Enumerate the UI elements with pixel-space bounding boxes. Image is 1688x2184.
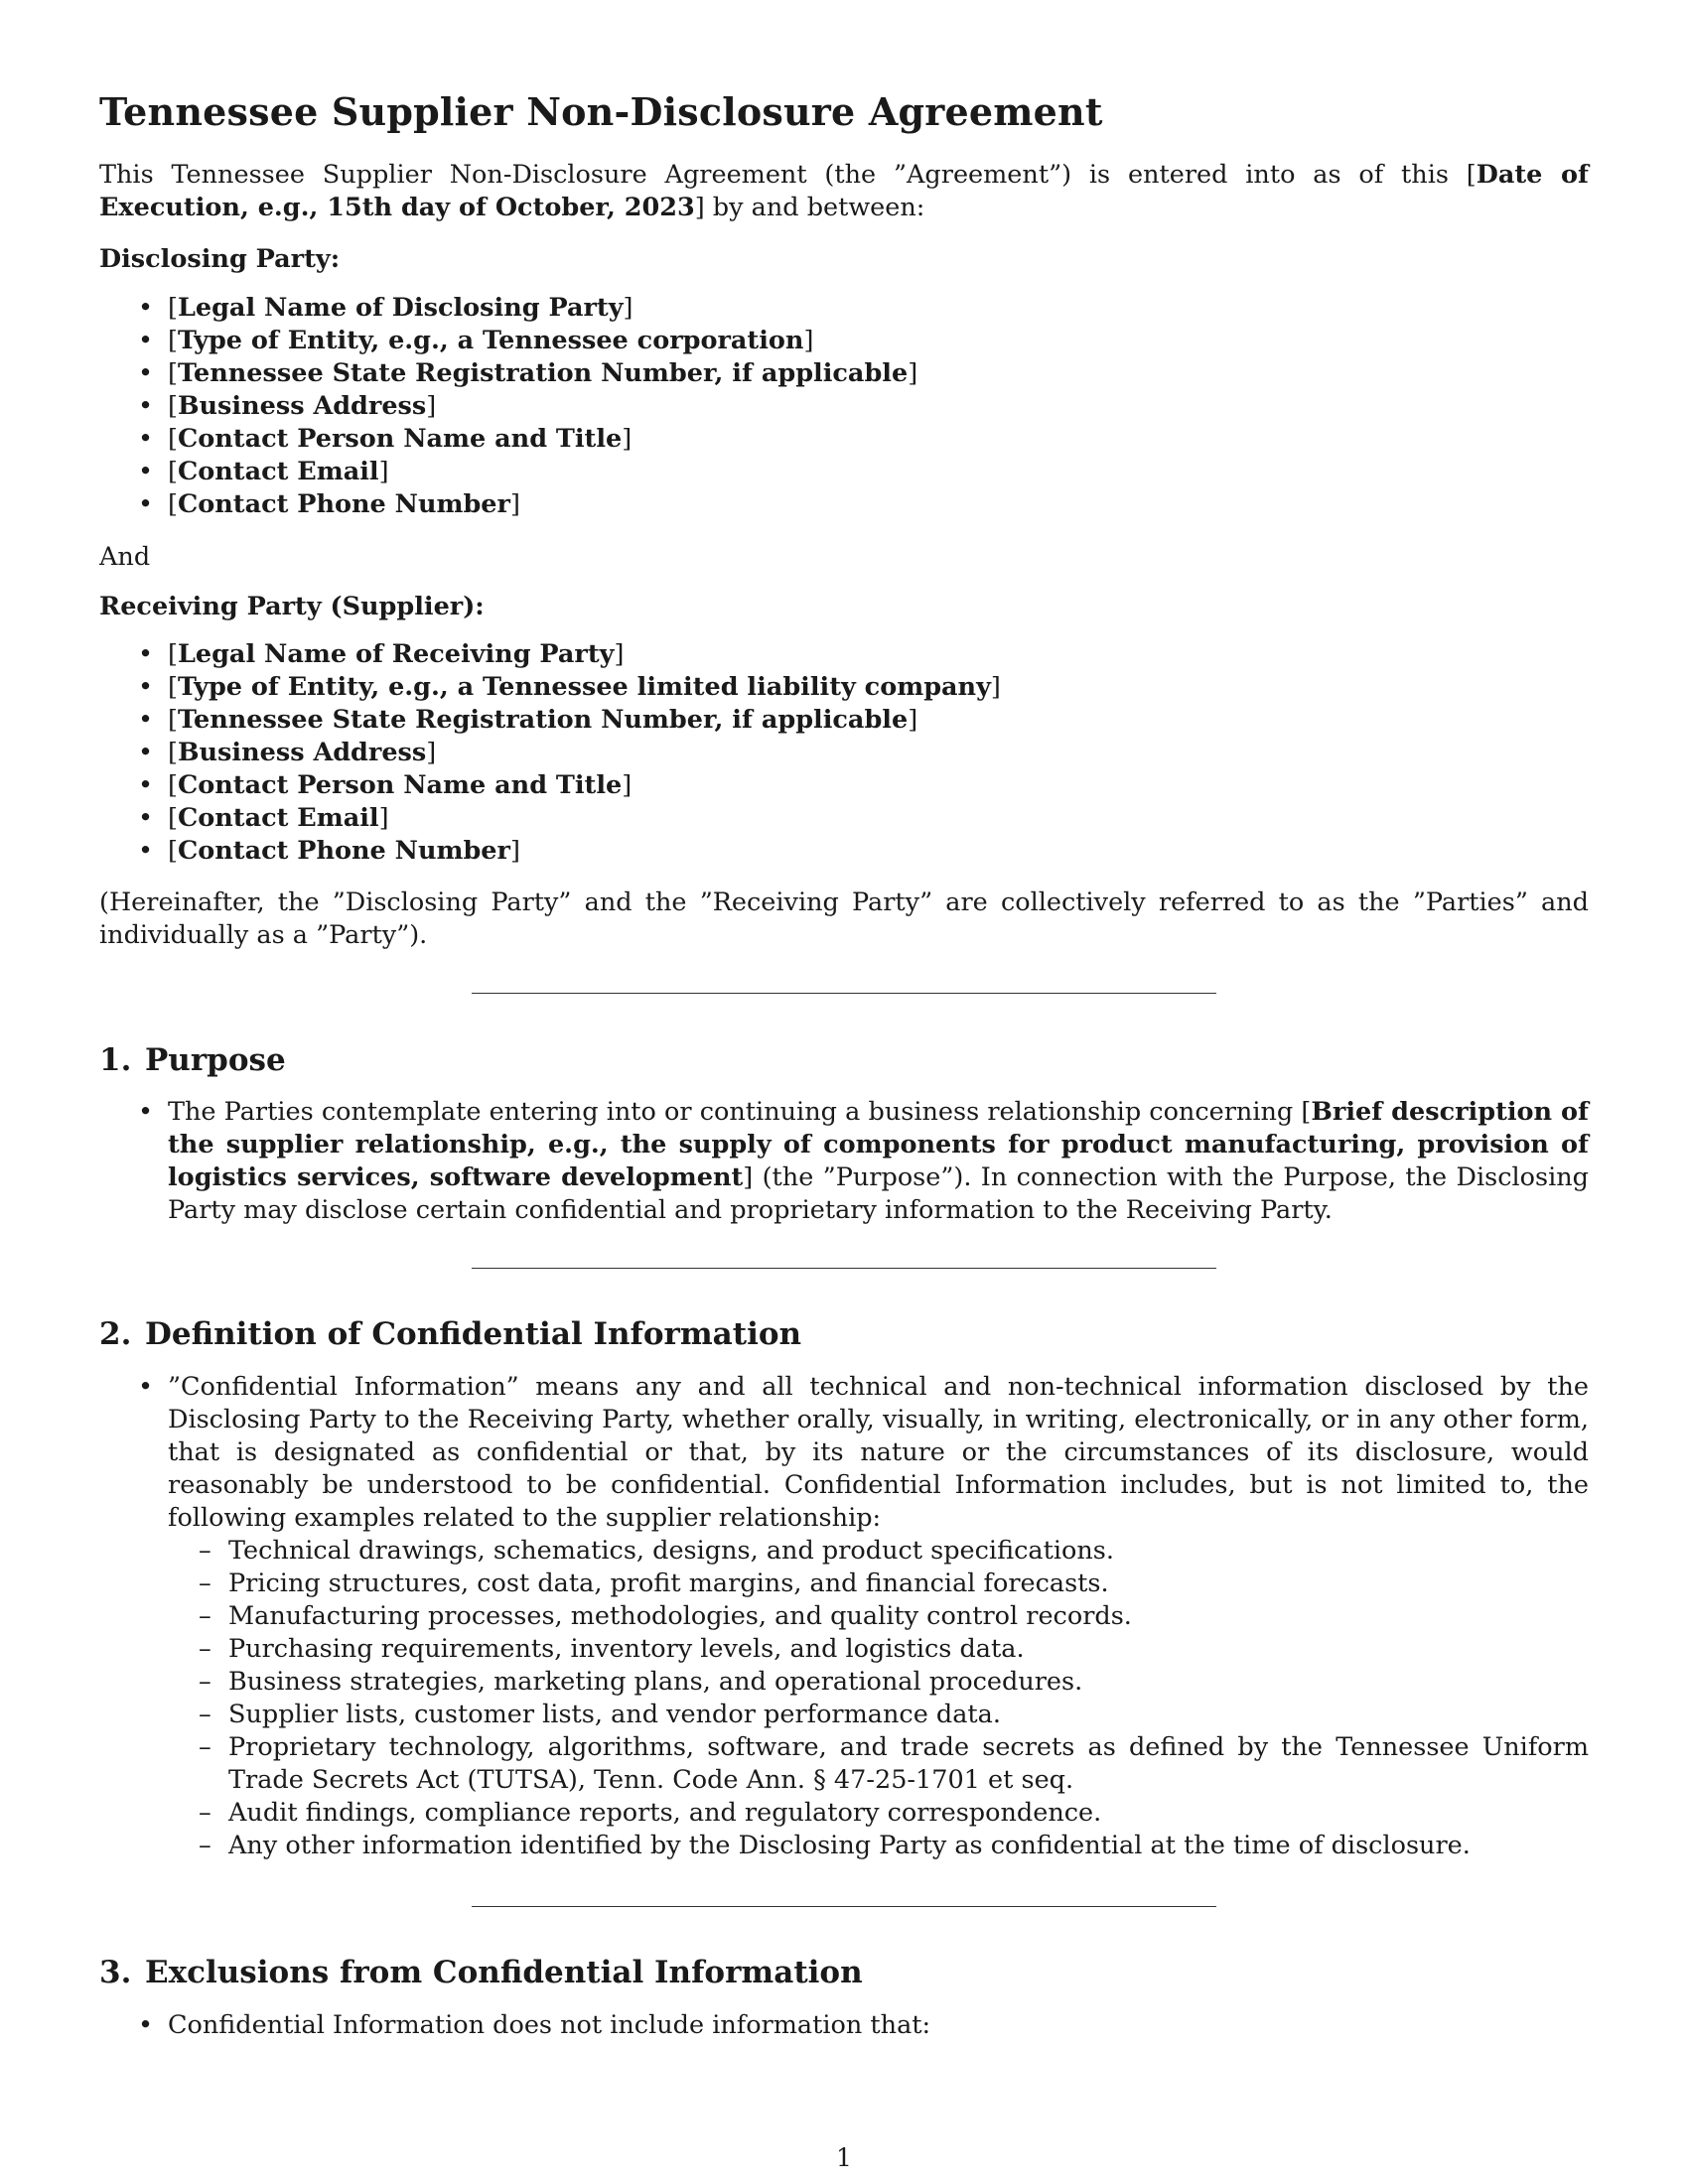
and-separator <box>99 541 1589 574</box>
receiving-item-registration: Tennessee State Registration Number, if applicable <box>177 705 909 735</box>
receiving-item-contact-person: Contact Person Name and Title <box>177 770 623 800</box>
disclosing-item-entity-type: Type of Entity, e.g., a Tennessee corporation <box>177 326 804 355</box>
disclosing-item-contact-phone: Contact Phone Number <box>177 489 510 519</box>
list-item: • [Tennessee State Registration Number, if applicable] <box>99 704 1589 737</box>
list-item: • [Legal Name of Receiving Party] <box>99 638 1589 671</box>
section-2-body <box>99 1371 1589 1862</box>
list-item: • [Contact Phone Number] <box>99 488 1589 521</box>
purpose-text-pre: The Parties contemplate entering into or continuing a business relationship concerning [ <box>168 1097 1312 1127</box>
section-2-number: 2. <box>99 1316 132 1352</box>
receiving-heading-text: Receiving Party (Supplier): <box>99 592 485 621</box>
receiving-item-contact-phone: Contact Phone Number <box>177 836 510 866</box>
section-1-number: 1. <box>99 1042 132 1078</box>
section-divider <box>472 1268 1216 1269</box>
intro-text-post: ] by and between: <box>694 193 925 222</box>
purpose-text-post: ] (the ”Purpose”). In connection with the Purpose, the Disclosing Party may disclose certain confidential and proprietary information to the Receiving Party. <box>168 1162 1589 1225</box>
document-page <box>99 0 1589 2184</box>
disclosing-party-heading <box>99 243 1589 276</box>
list-item: • [Legal Name of Disclosing Party] <box>99 292 1589 325</box>
list-item: • [Contact Person Name and Title] <box>99 769 1589 802</box>
receiving-item-address: Business Address <box>177 738 427 767</box>
section-divider <box>472 1906 1216 1907</box>
confidential-examples-list <box>99 1535 1589 1862</box>
section-2-heading <box>99 1314 801 1354</box>
section-1-heading <box>99 1040 286 1080</box>
exclusions-text: Confidential Information does not include information that: <box>168 2010 931 2040</box>
disclosing-party-list <box>99 292 1589 521</box>
list-item: • [Contact Person Name and Title] <box>99 423 1589 456</box>
list-item <box>99 1096 1589 1227</box>
definition-text: ”Confidential Information” means any and all technical and non-technical information disclosed by the Disclosing Party to the Receiving Party, whether orally, visually, in writing, electronically, or in any other form, that is designated as confidential or that, by its nature or the circumstances of its disclosure, would reasonably be understood to be confidential. Confidential Information includes, but is not limited to, the following examples related to the supplier relationship: <box>168 1372 1589 1533</box>
section-3-heading <box>99 1953 863 1992</box>
list-item: – Purchasing requirements, inventory levels, and logistics data. <box>99 1633 1589 1666</box>
disclosing-item-address: Business Address <box>177 391 427 421</box>
hereinafter-text: (Hereinafter, the ”Disclosing Party” and the ”Receiving Party” are collectively referred to as the ”Parties” and individually as a ”Party”). <box>99 887 1589 950</box>
list-item: – Manufacturing processes, methodologies, and quality control records. <box>99 1600 1589 1633</box>
intro-paragraph <box>99 159 1589 224</box>
section-3-number: 3. <box>99 1955 132 1990</box>
receiving-party-heading <box>99 591 1589 623</box>
receiving-item-contact-email: Contact Email <box>177 803 379 833</box>
list-item: • [Type of Entity, e.g., a Tennessee corporation] <box>99 325 1589 357</box>
section-1-body <box>99 1096 1589 1227</box>
list-item: • [Contact Email] <box>99 456 1589 488</box>
intro-date-placeholder: Date of Execution, e.g., 15th day of October, 2023 <box>99 160 1589 222</box>
list-item: • [Tennessee State Registration Number, if applicable] <box>99 357 1589 390</box>
hereinafter-paragraph <box>99 887 1589 952</box>
document-title: Tennessee Supplier Non-Disclosure Agreement <box>99 89 1103 134</box>
disclosing-heading-text: Disclosing Party: <box>99 244 341 274</box>
list-item: – Business strategies, marketing plans, and operational procedures. <box>99 1666 1589 1699</box>
list-item <box>99 1371 1589 1535</box>
section-3-body <box>99 2009 1589 2042</box>
list-item: • [Type of Entity, e.g., a Tennessee limited liability company] <box>99 671 1589 704</box>
receiving-party-list <box>99 638 1589 868</box>
page-number: 1 <box>836 2143 852 2172</box>
list-item: – Any other information identified by the Disclosing Party as confidential at the time of disclosure. <box>99 1830 1589 1862</box>
list-item: – Technical drawings, schematics, designs, and product specifications. <box>99 1535 1589 1568</box>
receiving-item-entity-type: Type of Entity, e.g., a Tennessee limited liability company <box>177 672 991 702</box>
receiving-item-legal-name: Legal Name of Receiving Party <box>177 639 615 669</box>
list-item: – Audit findings, compliance reports, and regulatory correspondence. <box>99 1797 1589 1830</box>
disclosing-item-registration: Tennessee State Registration Number, if applicable <box>177 358 909 388</box>
intro-text-pre: This Tennessee Supplier Non-Disclosure Agreement (the ”Agreement”) is entered into as of this [ <box>99 160 1477 190</box>
list-item: – Supplier lists, customer lists, and vendor performance data. <box>99 1699 1589 1731</box>
list-item: – Proprietary technology, algorithms, software, and trade secrets as defined by the Tennessee Uniform Trade Secrets Act (TUTSA), Tenn. Code Ann. § 47-25-1701 et seq. <box>99 1731 1589 1797</box>
list-item: • [Contact Phone Number] <box>99 835 1589 868</box>
list-item <box>99 2009 1589 2042</box>
disclosing-item-contact-email: Contact Email <box>177 457 379 486</box>
list-item: • [Business Address] <box>99 737 1589 769</box>
purpose-description-placeholder: Brief description of the supplier relationship, e.g., the supply of components for product manufacturing, provision of logistics services, software development <box>168 1097 1589 1192</box>
section-2-title: Definition of Confidential Information <box>145 1316 802 1352</box>
list-item: • [Business Address] <box>99 390 1589 423</box>
disclosing-item-legal-name: Legal Name of Disclosing Party <box>177 293 624 323</box>
list-item: – Pricing structures, cost data, profit margins, and financial forecasts. <box>99 1568 1589 1600</box>
section-1-title: Purpose <box>145 1042 286 1078</box>
list-item: • [Contact Email] <box>99 802 1589 835</box>
disclosing-item-contact-person: Contact Person Name and Title <box>177 424 623 454</box>
section-divider <box>472 993 1216 994</box>
section-3-title: Exclusions from Confidential Information <box>145 1955 863 1990</box>
and-text: And <box>99 542 151 572</box>
